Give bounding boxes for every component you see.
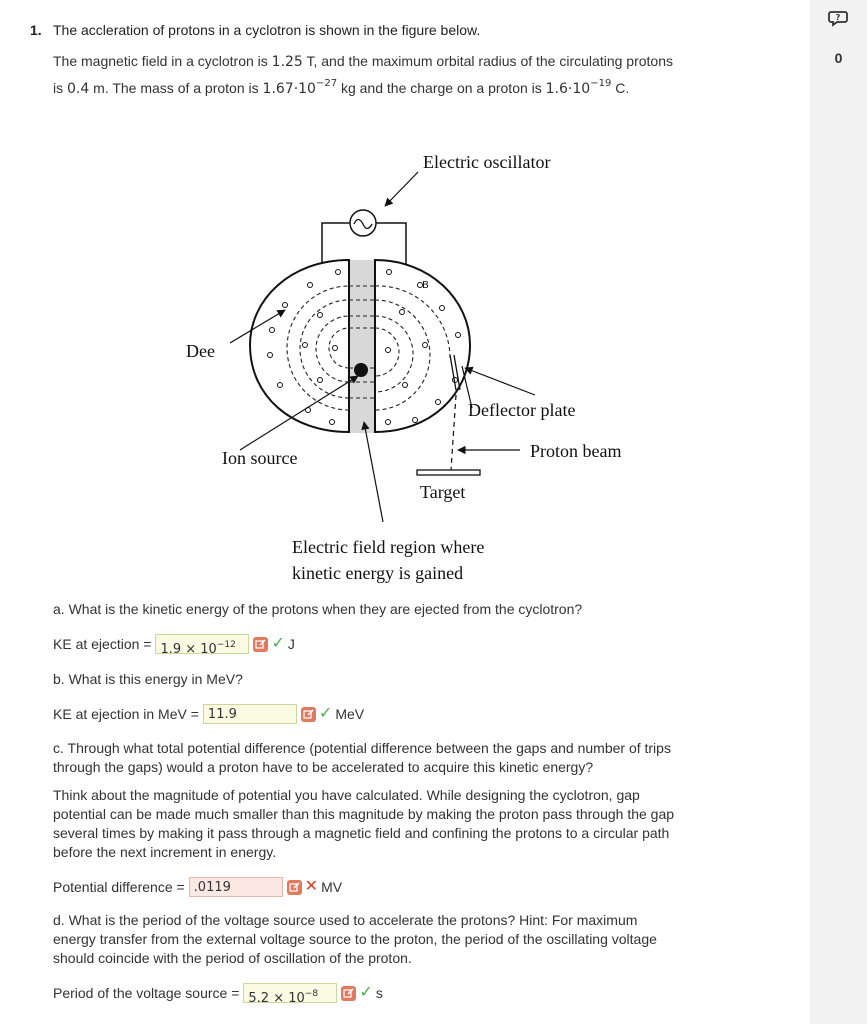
question-title: The accleration of protons in a cyclotron is shown in the figure below. [53,22,481,38]
part-c-hint-1: Think about the magnitude of potential you have calculated. While designing the cyclotron, gap [53,787,640,803]
part-c-prompt-1: c. Through what total potential difference (potential difference between the gaps and number of trips [53,740,671,756]
ke-ejection-input[interactable]: $1.9 \times 10^{-12}$ [155,634,249,654]
radius-value: 0.4 [67,81,90,97]
part-b-prompt: b. What is this energy in MeV? [53,671,243,687]
part-b-check-icon: ✓ [318,705,333,722]
part-d-answer-row [53,982,383,1004]
proton-beam-line [451,395,456,470]
part-b-answer-row [53,703,364,725]
part-d-prompt-3: should coincide with the period of oscillation of the proton. [53,950,412,966]
part-a-label: KE at ejection = [53,636,152,652]
right-sidebar [810,0,867,1024]
part-d-check-icon: ✓ [359,984,373,1001]
label-electric-oscillator: Electric oscillator [423,152,551,172]
question-text-line-1: The magnetic field in a cyclotron is 1.25 T, and the maximum orbital radius of the circulating protons [53,53,673,70]
mass-value: $1.67\cdot 10^{-27}$ [262,78,338,97]
part-d-prompt-1: d. What is the period of the voltage source used to accelerate the protons? Hint: For maximum [53,912,638,928]
b-field-label: B [422,280,429,291]
part-c-unit: MV [321,879,343,895]
part-c-answer-row [53,876,342,898]
part-c-edit-icon[interactable] [287,880,302,895]
part-d-unit: s [375,985,383,1001]
ke-mev-input[interactable]: 11.9 [203,704,297,724]
part-d-prompt-2: energy transfer from the external voltage source to the proton, the period of the oscillating voltage [53,931,657,947]
part-b-unit: MeV [335,706,365,722]
part-a-unit: J [287,636,295,652]
part-c-prompt-2: through the gaps) would a proton have to be accelerated to acquire this kinetic energy? [53,759,594,775]
part-d-label: Period of the voltage source = [53,985,240,1001]
svg-text:?: ? [835,13,841,22]
ion-source-dot [354,363,368,377]
part-c-hint-3: several times by making it pass through a magnetic field and confining the protons to a circular path [53,825,670,841]
attempt-count: 0 [834,50,843,66]
label-dee: Dee [186,341,215,361]
question-number: 1. [30,22,42,38]
label-deflector-plate: Deflector plate [468,400,576,420]
label-field-region-1: Electric field region where [292,537,485,557]
potential-difference-input[interactable]: .0119 [189,877,283,897]
label-proton-beam: Proton beam [530,441,622,461]
question-text-line-2: is 0.4 m. The mass of a proton is $1.67\cdot 10^{-27}$ kg and the charge on a proton is $1.6\cdot 10^{-19}$ C. [53,78,630,97]
part-b-edit-icon[interactable] [301,707,316,722]
part-c-cross-icon: ✕ [304,878,319,895]
part-a-check-icon: ✓ [271,635,285,652]
target-plate [417,470,480,475]
part-a-prompt: a. What is the kinetic energy of the protons when they are ejected from the cyclotron? [53,601,583,617]
field-value-B: 1.25 [271,54,303,70]
part-b-label: KE at ejection in MeV = [53,706,199,722]
part-c-hint-4: before the next increment in energy. [53,844,277,860]
part-a-edit-icon[interactable] [253,637,268,652]
part-a-answer-row [53,633,295,655]
part-c-label: Potential difference = [53,879,185,895]
oscillator-circuit [322,210,406,268]
label-target: Target [420,482,466,502]
part-c-hint-2: potential can be made much smaller than this magnitude by making the proton pass through the gap [53,806,675,822]
label-field-region-2: kinetic energy is gained [292,563,464,583]
help-chat-icon[interactable] [822,6,856,30]
cyclotron-figure [180,140,660,595]
period-input[interactable]: $5.2 \times 10^{-8}$ [243,983,337,1003]
charge-value: $1.6\cdot 10^{-19}$ [545,78,612,97]
label-ion-source: Ion source [222,448,298,468]
part-d-edit-icon[interactable] [341,986,356,1001]
